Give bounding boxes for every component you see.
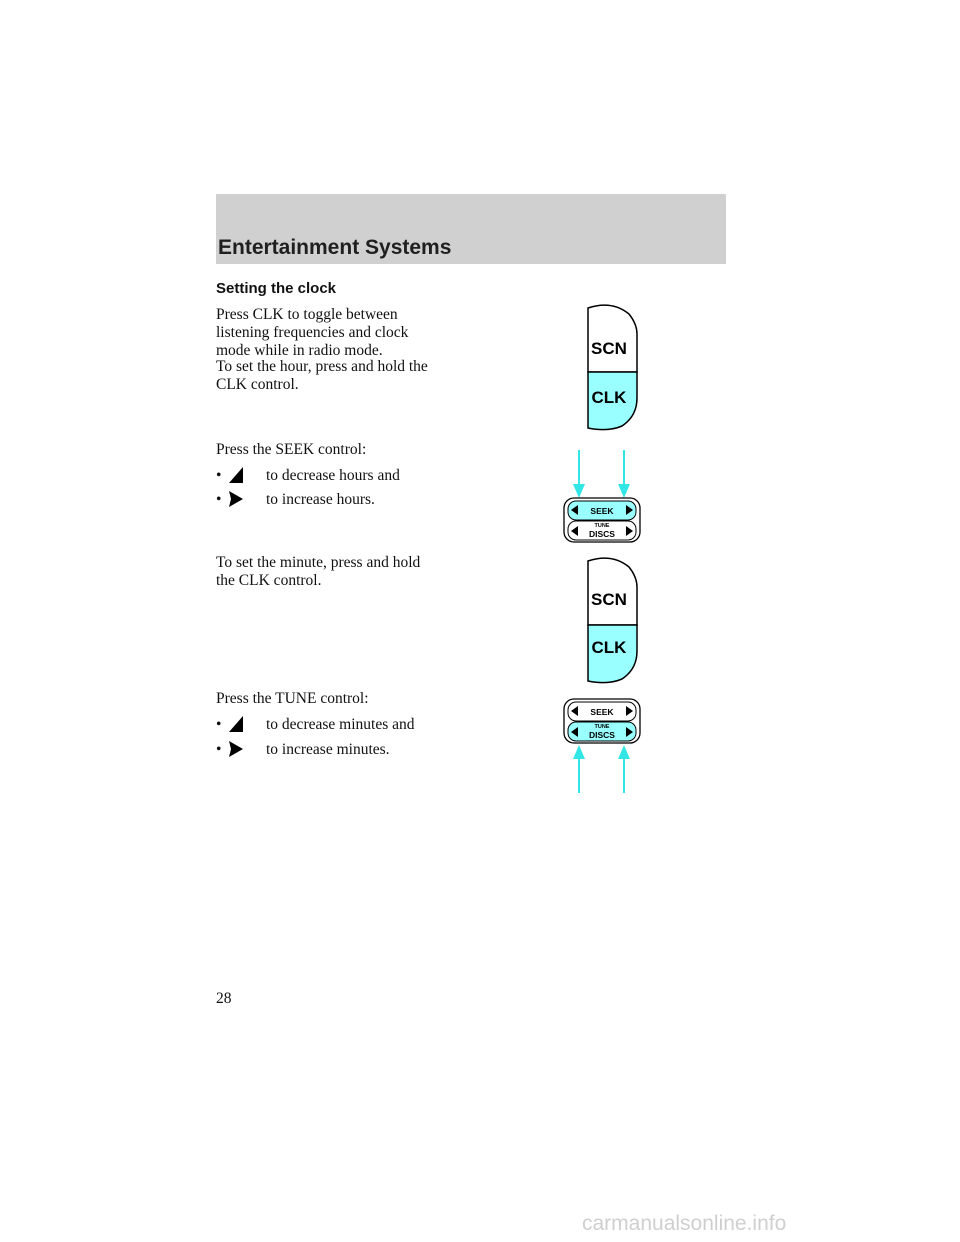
bullet-dot: • — [216, 716, 222, 733]
clk-label: CLK — [591, 388, 627, 407]
text-line: Press the TUNE control: — [216, 690, 369, 707]
seek-tune-illustration-2 — [562, 697, 644, 795]
seek-tune-illustration-1 — [562, 448, 644, 546]
text-line: listening frequencies and clock — [216, 324, 409, 341]
bullet-dot: • — [216, 741, 222, 758]
bullet-text: to increase minutes. — [266, 741, 390, 758]
text-line: Press CLK to toggle between — [216, 306, 398, 323]
scn-label: SCN — [591, 339, 627, 358]
press-tune-paragraph — [216, 690, 476, 708]
scn-clk-button-illustration-1 — [582, 300, 642, 434]
right-triangle-icon — [229, 491, 243, 507]
up-arrow-icon — [618, 745, 630, 759]
press-seek-paragraph — [216, 441, 476, 459]
page-number: 28 — [216, 990, 232, 1007]
discs-label: DISCS — [589, 529, 615, 539]
page-header-title: Entertainment Systems — [218, 236, 452, 259]
bullet-text: to increase hours. — [266, 491, 375, 508]
tune-label: TUNE — [594, 724, 610, 730]
bullet-dot: • — [216, 491, 222, 508]
set-hour-paragraph — [216, 358, 476, 394]
set-minute-paragraph — [216, 554, 476, 590]
bullet-text: to decrease minutes and — [266, 716, 415, 733]
text-line: CLK control. — [216, 376, 299, 393]
watermark: carmanualsonline.info — [582, 1212, 787, 1235]
scn-clk-button-illustration-2 — [582, 553, 642, 687]
right-triangle-icon — [229, 741, 243, 757]
seek-label: SEEK — [590, 506, 614, 516]
bullet-text: to decrease hours and — [266, 467, 400, 484]
left-triangle-icon — [229, 716, 243, 732]
text-line: To set the hour, press and hold the — [216, 358, 428, 375]
text-line: To set the minute, press and hold — [216, 554, 421, 571]
text-line: mode while in radio mode. — [216, 342, 383, 359]
text-line: the CLK control. — [216, 572, 322, 589]
left-triangle-icon — [229, 467, 243, 483]
seek-label: SEEK — [590, 707, 614, 717]
down-arrow-icon — [618, 484, 630, 498]
up-arrow-icon — [573, 745, 585, 759]
scn-label: SCN — [591, 590, 627, 609]
tune-label: TUNE — [594, 523, 610, 529]
clk-toggle-paragraph — [216, 306, 476, 360]
clk-label: CLK — [591, 638, 627, 657]
discs-label: DISCS — [589, 730, 615, 740]
section-heading: Setting the clock — [216, 280, 337, 297]
down-arrow-icon — [573, 484, 585, 498]
text-line: Press the SEEK control: — [216, 441, 367, 458]
bullet-dot: • — [216, 467, 222, 484]
